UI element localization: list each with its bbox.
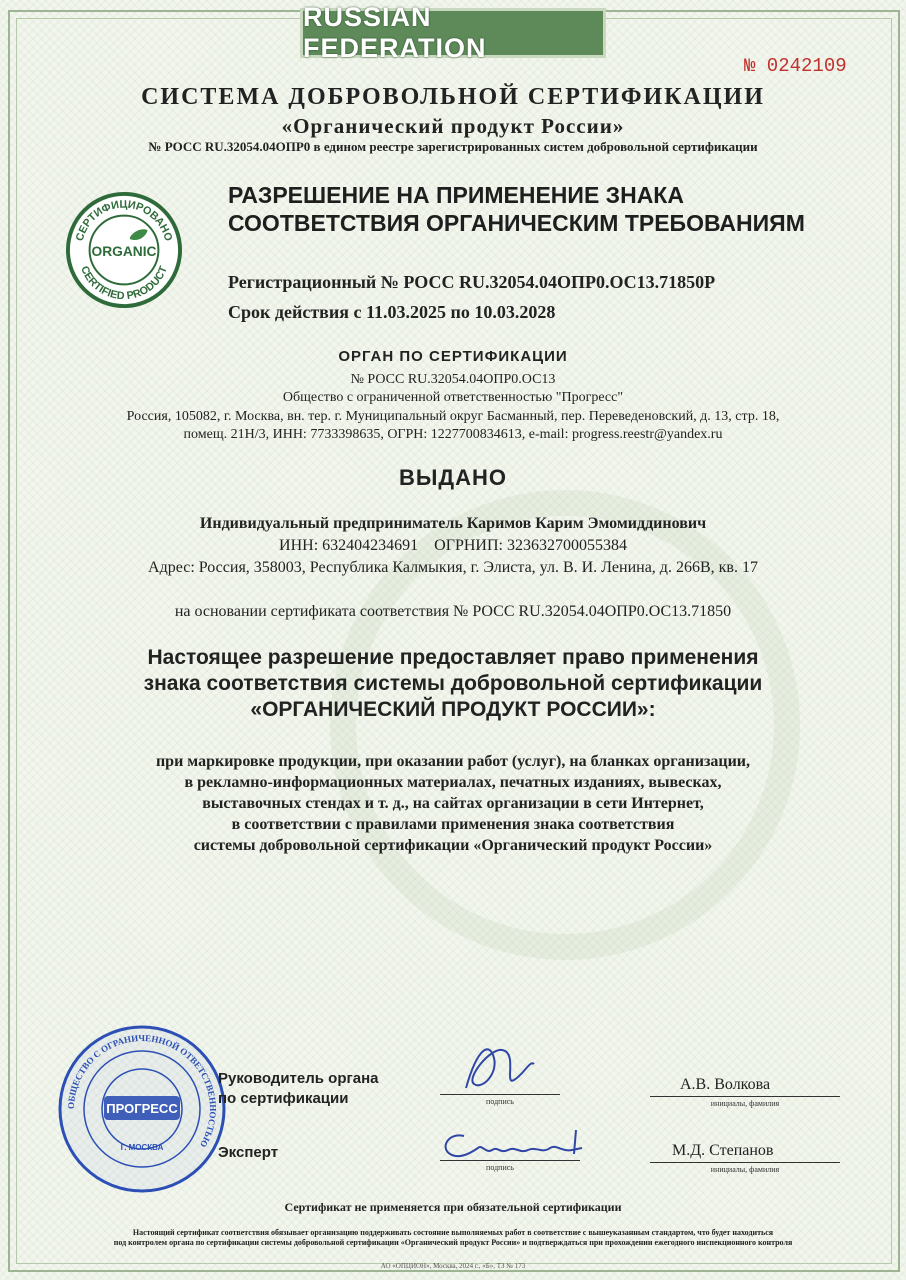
grant-line: знака соответствия системы добровольной сертификации — [143, 672, 763, 695]
seal-city-text: Г. МОСКВА — [120, 1143, 164, 1152]
country-banner: RUSSIAN FEDERATION — [300, 8, 606, 58]
system-subtitle: «Органический продукт России» — [281, 114, 625, 138]
usage-line: при маркировке продукции, при оказании работ (услуг), на бланках организации, — [155, 753, 751, 770]
system-title: СИСТЕМА ДОБРОВОЛЬНОЙ СЕРТИФИКАЦИИ — [141, 84, 765, 110]
head-name: А.В. Волкова — [680, 1076, 771, 1093]
head-initials-line — [650, 1096, 840, 1097]
footer-note — [0, 1228, 906, 1248]
grant-statement — [0, 645, 906, 723]
basis-certificate: на основании сертификата соответствия № РОСС RU.32054.04ОПР0.ОС13.71850 — [174, 603, 732, 620]
expert-signature-caption: подпись — [486, 1163, 514, 1172]
serial-number: № 0242109 — [744, 55, 847, 77]
validity-period: Срок действия с 11.03.2025 по 10.03.2028 — [228, 302, 556, 322]
grant-line: Настоящее разрешение предоставляет право применения — [147, 646, 759, 669]
usage-conditions — [0, 751, 906, 856]
usage-line: в соответствии с правилами применения знака соответствия — [231, 816, 675, 833]
footer-note-line: Настоящий сертификат соответствия обязывает организацию поддерживать состояние выполняемых работ в соответствие с вышеуказанным стандартом, что будет находиться — [132, 1228, 774, 1237]
head-role-label — [218, 1069, 378, 1109]
usage-line: системы добровольной сертификации «Органический продукт России» — [193, 837, 713, 854]
permission-title — [228, 181, 805, 237]
permission-title-line: СООТВЕТСТВИЯ ОРГАНИЧЕСКИМ ТРЕБОВАНИЯМ — [228, 210, 805, 236]
expert-initials-line — [650, 1162, 840, 1163]
certification-body-heading: ОРГАН ПО СЕРТИФИКАЦИИ — [338, 348, 568, 365]
logo-bottom-text: CERTIFIED PRODUCT — [78, 264, 170, 303]
footer-note-line: под контролем органа по сертификации системы добровольной сертификации «Органический продукт России» и подтверждаться при прохождении ежегодного инспекционного контроля — [113, 1238, 793, 1247]
printer-imprint: АО «ОПЦИОН», Москва, 2024 г., «Б», ТЗ № 173 — [380, 1262, 526, 1270]
usage-line: выставочных стендах и т. д., на сайтах организации в сети Интернет, — [202, 795, 704, 812]
organic-certified-logo — [65, 191, 183, 309]
system-registry-number: № РОСС RU.32054.04ОПР0 в едином реестре зарегистрированных систем добровольной сертификации — [148, 139, 758, 154]
expert-name: М.Д. Степанов — [672, 1142, 774, 1159]
certification-body-address: Россия, 105082, г. Москва, вн. тер. г. Муниципальный округ Басманный, пер. Переведеновский, д. 13, стр. 18, — [126, 409, 780, 424]
expert-role-label: Эксперт — [218, 1144, 279, 1161]
logo-center-text: ORGANIC — [91, 243, 157, 259]
head-signature-line — [440, 1094, 560, 1095]
usage-line: в рекламно-информационных материалах, печатных изданиях, вывесках, — [184, 774, 722, 791]
expert-initials-caption: инициалы, фамилия — [710, 1165, 780, 1174]
certification-body-name: Общество с ограниченной ответственностью "Прогресс" — [282, 390, 624, 405]
head-signature-caption: подпись — [486, 1097, 514, 1106]
permission-title-line: РАЗРЕШЕНИЕ НА ПРИМЕНЕНИЕ ЗНАКА — [228, 182, 684, 208]
certification-body-number: № РОСС RU.32054.04ОПР0.ОС13 — [350, 372, 556, 387]
issued-heading: ВЫДАНО — [399, 465, 507, 490]
head-initials-caption: инициалы, фамилия — [710, 1099, 780, 1108]
organization-seal — [57, 1024, 227, 1194]
head-role-line: Руководитель органа — [218, 1070, 379, 1087]
holder-name: Индивидуальный предприниматель Каримов Карим Эмомиддинович — [199, 515, 707, 532]
non-mandatory-notice: Сертификат не применяется при обязательной сертификации — [284, 1200, 622, 1214]
head-signature — [460, 1040, 540, 1098]
holder-inn-ogrnip: ИНН: 632404234691 ОГРНИП: 323632700055384 — [279, 537, 627, 554]
logo-top-text: СЕРТИФИЦИРОВАНО — [73, 198, 175, 243]
holder-address: Адрес: Россия, 358003, Республика Калмыкия, г. Элиста, ул. В. И. Ленина, д. 266В, кв. 17 — [148, 559, 758, 576]
seal-center-text: ПРОГРЕСС — [106, 1101, 178, 1116]
grant-line: «ОРГАНИЧЕСКИЙ ПРОДУКТ РОССИИ»: — [250, 698, 656, 721]
seal-ring-text: ОБЩЕСТВО С ОГРАНИЧЕННОЙ ОТВЕТСТВЕННОСТЬЮ — [65, 1032, 219, 1149]
expert-signature-line — [440, 1160, 580, 1161]
registration-number: Регистрационный № РОСС RU.32054.04ОПР0.ОС13.71850Р — [228, 272, 716, 292]
certification-body-requisites: помещ. 21Н/3, ИНН: 7733398635, ОГРН: 1227700834613, e-mail: progress.reestr@yandex.ru — [183, 427, 723, 442]
head-role-line: по сертификации — [218, 1090, 349, 1107]
